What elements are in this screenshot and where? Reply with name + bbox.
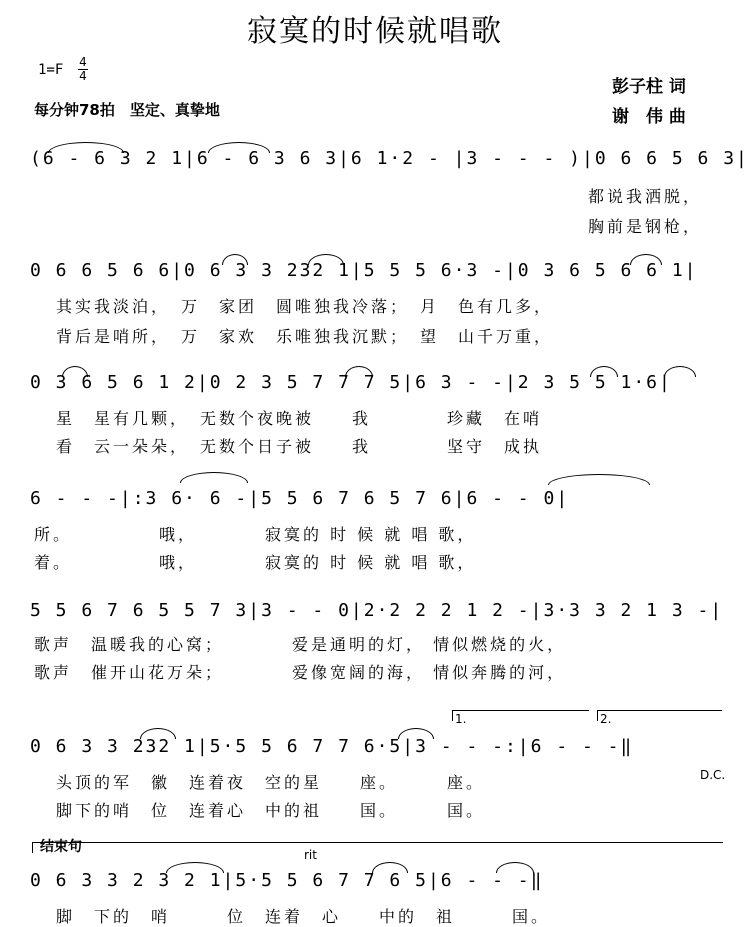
lyric-line-2: 脚下的哨 位 连着心 中的祖 国。 国。 xyxy=(56,801,486,820)
ending-bracket xyxy=(32,842,723,853)
notation-line: 0 6 3 3 232 1|5·5 5 6 7 7 6·5|3 - - -:|6 - - -‖ xyxy=(30,736,634,757)
volta-2-label: 2. xyxy=(600,712,612,726)
notation-line: 6 - - -|:3 6· 6 -|5 5 6 7 6 5 7 6|6 - - 0| xyxy=(30,488,570,509)
notation-line: 0 6 6 5 6 6|0 6 3 3 232 1|5 5 5 6·3 -|0 3 6 5 6 6 1| xyxy=(30,260,698,281)
time-signature-bottom: 4 xyxy=(79,69,87,83)
volta-1-label: 1. xyxy=(455,712,467,726)
lyric-line-1: 头顶的军 徽 连着夜 空的星 座。 座。 xyxy=(56,773,486,792)
da-capo-marking: D.C. xyxy=(700,768,726,782)
notation-line: 0 3 6 5 6 1 2|0 2 3 5 7 7 7 5|6 3 - -|2 3 5 5 1·6| xyxy=(30,372,672,393)
lyric-line-1: 歌声 温暖我的心窝； 爱是通明的灯， 情似燃烧的火， xyxy=(34,635,567,654)
key-signature: 1=F xyxy=(38,62,64,78)
volta-bracket-2 xyxy=(597,710,722,721)
lyric-line-1: 都说我洒脱， xyxy=(588,187,703,206)
notation-line: (6 - 6 3 2 1|6 - 6 3 6 3|6 1·2 - |3 - - - )|0 6 6 5 6 3| xyxy=(30,148,749,169)
notation-line: 0 6 3 3 2 3 2 1|5·5 5 6 7 7 6 5|6 - - -‖ xyxy=(30,870,544,891)
lyric-line-1: 脚 下的 哨 位 连着 心 中的 祖 国。 xyxy=(56,907,551,926)
lyric-line-2: 歌声 催开山花万朵； 爱像宽阔的海， 情似奔腾的河， xyxy=(34,663,567,682)
lyric-line-1: 其实我淡泊， 万 家团 圆唯独我冷落； 月 色有几多， xyxy=(56,297,554,316)
slur xyxy=(548,474,650,485)
lyric-line-2: 胸前是钢枪， xyxy=(588,217,703,236)
tempo-marking: 每分钟78拍 坚定、真挚地 xyxy=(34,101,220,119)
lyric-line-2: 着。 哦， 寂寞的 时 候 就 唱 歌， xyxy=(34,553,477,572)
time-signature-top: 4 xyxy=(79,55,87,69)
slur xyxy=(180,472,248,483)
lyric-line-2: 看 云一朵朵， 无数个日子被 我 坚守 成执 xyxy=(56,437,543,456)
volta-bracket-1 xyxy=(452,710,589,721)
time-signature xyxy=(78,56,88,83)
notation-line: 5 5 6 7 6 5 5 7 3|3 - - 0|2·2 2 2 1 2 -|3·3 3 2 1 3 -| xyxy=(30,600,724,621)
lyric-line-1: 所。 哦， 寂寞的 时 候 就 唱 歌， xyxy=(34,525,477,544)
ritardando-marking: rit xyxy=(304,848,317,862)
song-title: 寂寞的时候就唱歌 xyxy=(247,14,503,49)
lyricist-credit: 彭子柱 词 xyxy=(612,77,686,97)
lyric-line-2: 背后是哨所， 万 家欢 乐唯独我沉默； 望 山千万重， xyxy=(56,327,554,346)
lyric-line-1: 星 星有几颗， 无数个夜晚被 我 珍藏 在哨 xyxy=(56,409,543,428)
composer-credit: 谢 伟 曲 xyxy=(612,107,686,127)
ending-label: 结束句 xyxy=(40,839,82,855)
